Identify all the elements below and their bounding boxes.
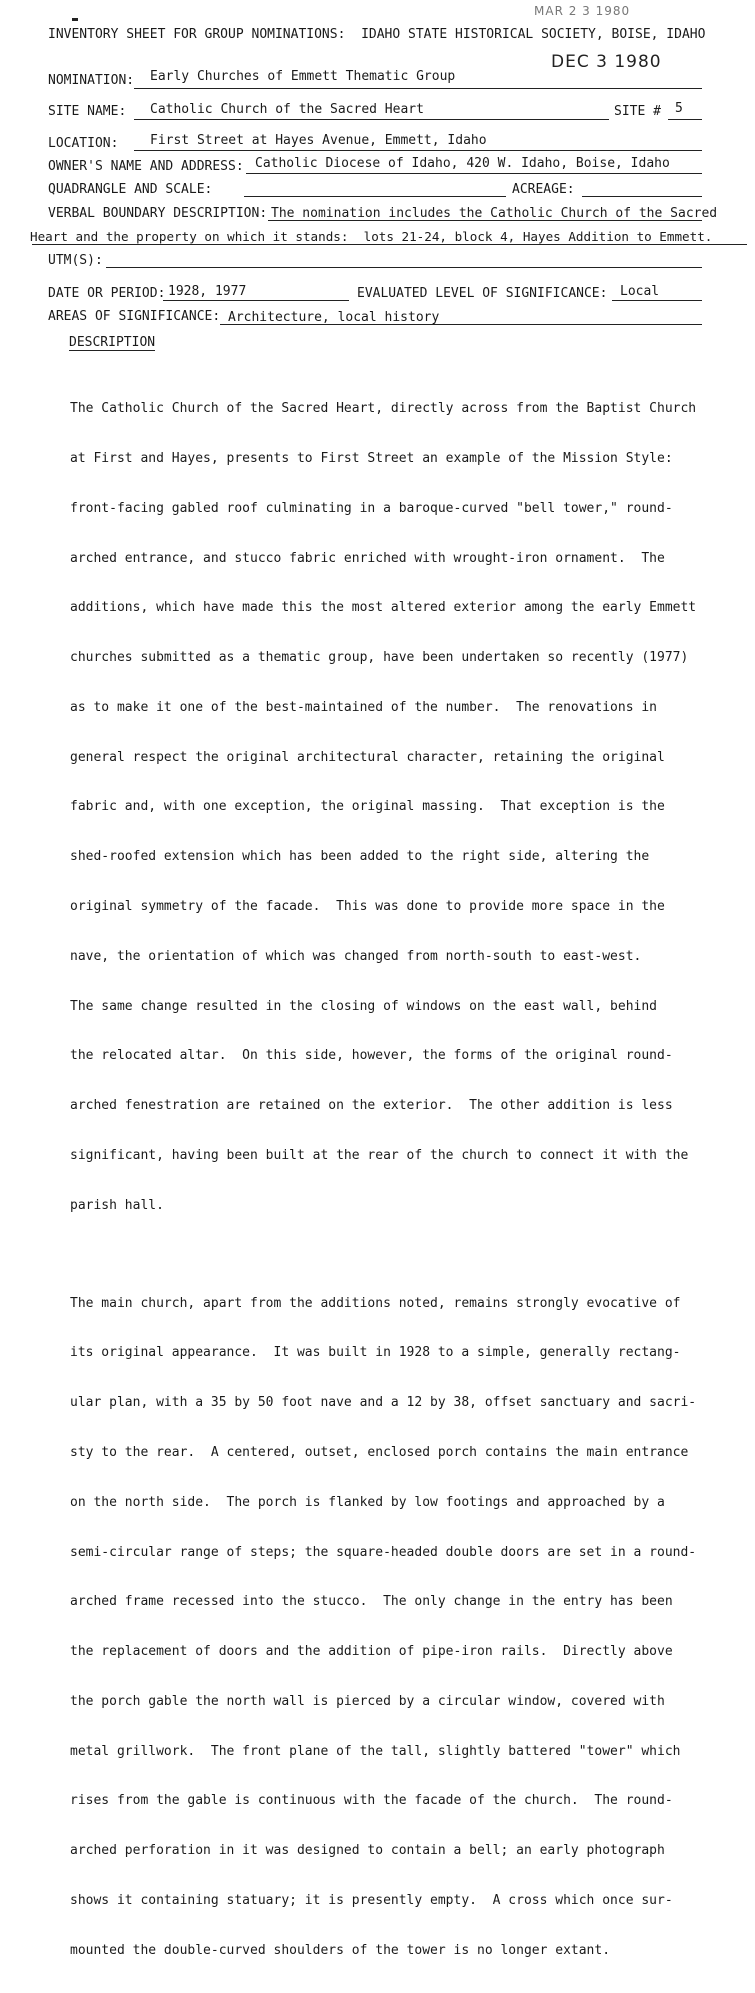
- form-header: INVENTORY SHEET FOR GROUP NOMINATIONS: IDAHO STATE HISTORICAL SOCIETY, BOISE, IDAHO: [48, 27, 706, 42]
- p1-line: churches submitted as a thematic group, have been undertaken so recently (1977): [70, 650, 689, 666]
- description-heading: [69, 335, 155, 351]
- p2-line: semi-circular range of steps; the square-headed double doors are set in a round-: [70, 1544, 697, 1560]
- p1-line: original symmetry of the facade. This was done to provide more space in the: [70, 899, 665, 914]
- utm-label: UTM(S):: [48, 253, 103, 268]
- p1-line: shed-roofed extension which has been added to the right side, altering the: [70, 849, 650, 865]
- quadrangle-underline: [244, 196, 506, 197]
- location-label: LOCATION:: [48, 136, 119, 151]
- p1-line: front-facing gabled roof culminating in a baroque-curved "bell tower," round-: [70, 500, 673, 516]
- p2-line: shows it containing statuary; it is presently empty. A cross which once sur-: [70, 1893, 673, 1909]
- nomination-value: Early Churches of Emmett Thematic Group: [150, 69, 456, 84]
- p1-line: arched fenestration are retained on the exterior. The other addition is less: [70, 1098, 673, 1114]
- owner-label: OWNER'S NAME AND ADDRESS:: [48, 159, 244, 174]
- site-number-value: 5: [675, 101, 683, 116]
- site-number-underline: [668, 119, 702, 120]
- p2-line: mounted the double-curved shoulders of the tower is no longer extant.: [70, 1942, 611, 1958]
- p2-line: the replacement of doors and the addition of pipe-iron rails. Directly above: [70, 1644, 673, 1660]
- p1-line: the relocated altar. On this side, however, the forms of the original round-: [70, 1048, 673, 1064]
- p2-line: the porch gable the north wall is pierced by a circular window, covered with: [70, 1693, 665, 1709]
- p1-line: significant, having been built at the rear of the church to connect it with the: [70, 1147, 689, 1163]
- date-period-value: 1928, 1977: [168, 284, 247, 299]
- p2-line: ular plan, with a 35 by 50 foot nave and a 12 by 38, offset sanctuary and sacri-: [70, 1395, 697, 1411]
- location-underline: [134, 150, 702, 151]
- verbal-boundary-line-1: The nomination includes the Catholic Church of the Sacred: [271, 206, 718, 221]
- paragraph-2: [70, 1262, 730, 1992]
- p1-line: parish hall.: [70, 1197, 164, 1213]
- verbal-boundary-line-2: Heart and the property on which it stands: lots 21-24, block 4, Hayes Addition to Emmett.: [30, 229, 713, 244]
- acreage-underline: [582, 196, 702, 197]
- verbal-boundary-label: VERBAL BOUNDARY DESCRIPTION:: [48, 206, 268, 221]
- areas-underline: [220, 324, 702, 325]
- verbal-boundary-underline-1: [268, 220, 702, 221]
- date-period-underline: [163, 300, 349, 301]
- p1-line: The Catholic Church of the Sacred Heart, directly across from the Baptist Church: [70, 401, 697, 417]
- date-stamp: DEC 3 1980: [551, 52, 662, 72]
- site-name-label: SITE NAME:: [48, 104, 127, 119]
- page-mark: [72, 18, 78, 21]
- verbal-boundary-underline-2: [32, 244, 747, 245]
- site-name-value: Catholic Church of the Sacred Heart: [150, 102, 424, 117]
- p1-line: at First and Hayes, presents to First Street an example of the Mission Style:: [70, 450, 673, 466]
- site-name-underline: [134, 119, 609, 120]
- location-value: First Street at Hayes Avenue, Emmett, Idaho: [150, 133, 487, 148]
- areas-label: AREAS OF SIGNIFICANCE:: [48, 309, 221, 324]
- quadrangle-label: QUADRANGLE AND SCALE:: [48, 182, 213, 197]
- p1-line: fabric and, with one exception, the original massing. That exception is the: [70, 799, 665, 815]
- p2-line: arched perforation in it was designed to contain a bell; an early photograph: [70, 1843, 665, 1859]
- significance-level-value: Local: [620, 284, 660, 299]
- p2-line: on the north side. The porch is flanked by low footings and approached by a: [70, 1494, 665, 1510]
- p1-line: nave, the orientation of which was changed from north-south to east-west.: [70, 948, 642, 964]
- p2-line: metal grillwork. The front plane of the tall, slightly battered "tower" which: [70, 1743, 681, 1759]
- significance-level-label: EVALUATED LEVEL OF SIGNIFICANCE:: [357, 286, 608, 301]
- nomination-underline: [134, 88, 702, 89]
- owner-value: Catholic Diocese of Idaho, 420 W. Idaho, Boise, Idaho: [255, 156, 670, 171]
- nomination-label: NOMINATION:: [48, 73, 135, 88]
- paragraph-1: [70, 368, 730, 1247]
- p1-line: arched entrance, and stucco fabric enriched with wrought-iron ornament. The: [70, 550, 665, 566]
- p1-line: general respect the original architectural character, retaining the original: [70, 749, 665, 765]
- p2-line: sty to the rear. A centered, outset, enclosed porch contains the main entrance: [70, 1445, 689, 1460]
- significance-level-underline: [612, 300, 702, 301]
- site-number-label: SITE #: [614, 104, 661, 119]
- p2-line: arched frame recessed into the stucco. The only change in the entry has been: [70, 1594, 673, 1610]
- description-heading-text: DESCRIPTION: [69, 335, 156, 350]
- date-period-label: DATE OR PERIOD:: [48, 286, 166, 301]
- acreage-label: ACREAGE:: [512, 182, 575, 197]
- p2-line: The main church, apart from the additions noted, remains strongly evocative of: [70, 1295, 681, 1311]
- areas-value: Architecture, local history: [228, 310, 440, 325]
- p1-line: as to make it one of the best-maintained of the number. The renovations in: [70, 699, 657, 715]
- description-body: [70, 368, 730, 1993]
- p1-line: The same change resulted in the closing of windows on the east wall, behind: [70, 998, 657, 1014]
- received-stamp: MAR 2 3 1980: [534, 4, 631, 18]
- p1-line: additions, which have made this the most altered exterior among the early Emmett: [70, 600, 697, 616]
- p2-line: its original appearance. It was built in 1928 to a simple, generally rectang-: [70, 1345, 681, 1361]
- utm-underline: [106, 267, 702, 268]
- p2-line: rises from the gable is continuous with the facade of the church. The round-: [70, 1793, 673, 1809]
- owner-underline: [246, 173, 702, 174]
